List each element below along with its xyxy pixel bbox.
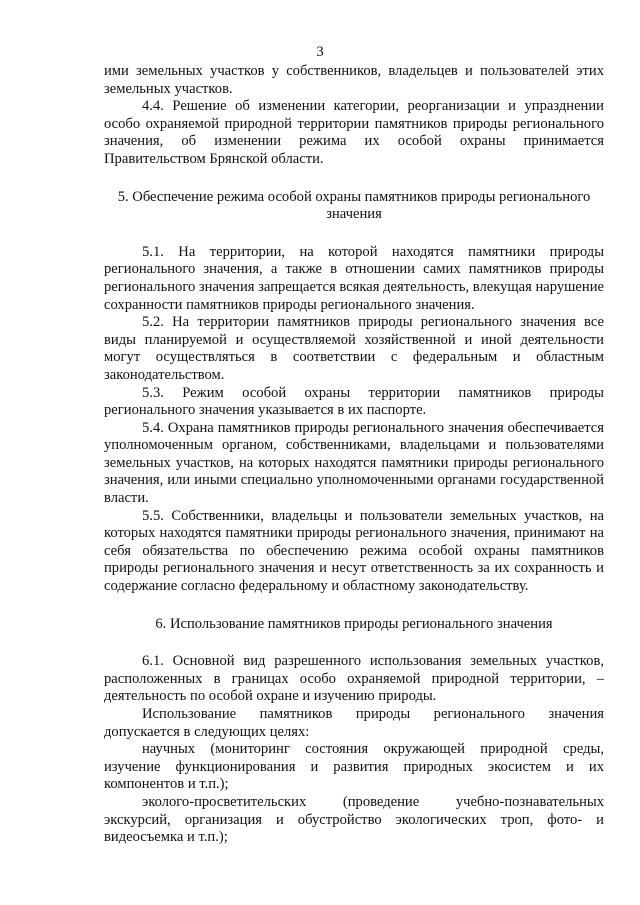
paragraph-6-1: 6.1. Основной вид разрешенного использования земельных участков, расположенных в границах особо охраняемой природной территории, – деятельность по особой охране и изучению природы. xyxy=(104,653,604,705)
document-body xyxy=(104,63,604,847)
list-item-ecological: эколого-просветительских (проведение учебно-познавательных экскурсий, организация и обустройство экологических троп, фото- и видеосъемка и т.п.); xyxy=(104,793,604,846)
paragraph-5-5: 5.5. Собственники, владельцы и пользователи земельных участков, на которых находятся памятники природы регионального значения, принимают на себя обязательства по обеспечению режима особой охраны памятников природы регионального значения и несут ответственность за их сохранность и содержание согласно федеральному и областному законодательству. xyxy=(104,507,604,595)
paragraph-5-4: 5.4. Охрана памятников природы регионального значения обеспечивается уполномоченным органом, собственниками, владельцами и пользователями земельных участков, на которых находятся памятники природы регионального значения, или иными специально уполномоченными органами государственной власти. xyxy=(104,419,604,507)
paragraph-usage-intro: Использование памятников природы регионального значения допускается в следующих целях: xyxy=(104,706,604,740)
paragraph-4-4: 4.4. Решение об изменении категории, реорганизации и упразднении особо охраняемой природной территории памятников природы регионального значения, об изменении режима их особой охраны принимается Правительством Брянской области. xyxy=(104,98,604,167)
paragraph-5-2: 5.2. На территории памятников природы регионального значения все виды планируемой и осуществляемой хозяйственной и иной деятельности могут осуществляться в соответствии с федеральным и областным законодательством. xyxy=(104,314,604,383)
section-heading-5: 5. Обеспечение режима особой охраны памятников природы регионального значения xyxy=(117,188,591,223)
paragraph-5-1: 5.1. На территории, на которой находятся памятники природы регионального значения, а также в отношении самих памятников природы регионального значения запрещается всякая деятельность, влекущая нарушение сохранности памятников природы регионального значения. xyxy=(104,243,604,313)
page-number: 3 xyxy=(316,44,324,60)
paragraph-5-3: 5.3. Режим особой охраны территории памятников природы регионального значения указывается в их паспорте. xyxy=(104,384,604,419)
section-heading-6: 6. Использование памятников природы регионального значения xyxy=(155,615,553,632)
list-item-scientific: научных (мониторинг состояния окружающей природной среды, изучение функционирования и развития природных экосистем и их компонентов и т.п.); xyxy=(104,741,604,793)
paragraph-continuation: ими земельных участков у собственников, владельцев и пользователей этих земельных участков. xyxy=(104,63,604,97)
